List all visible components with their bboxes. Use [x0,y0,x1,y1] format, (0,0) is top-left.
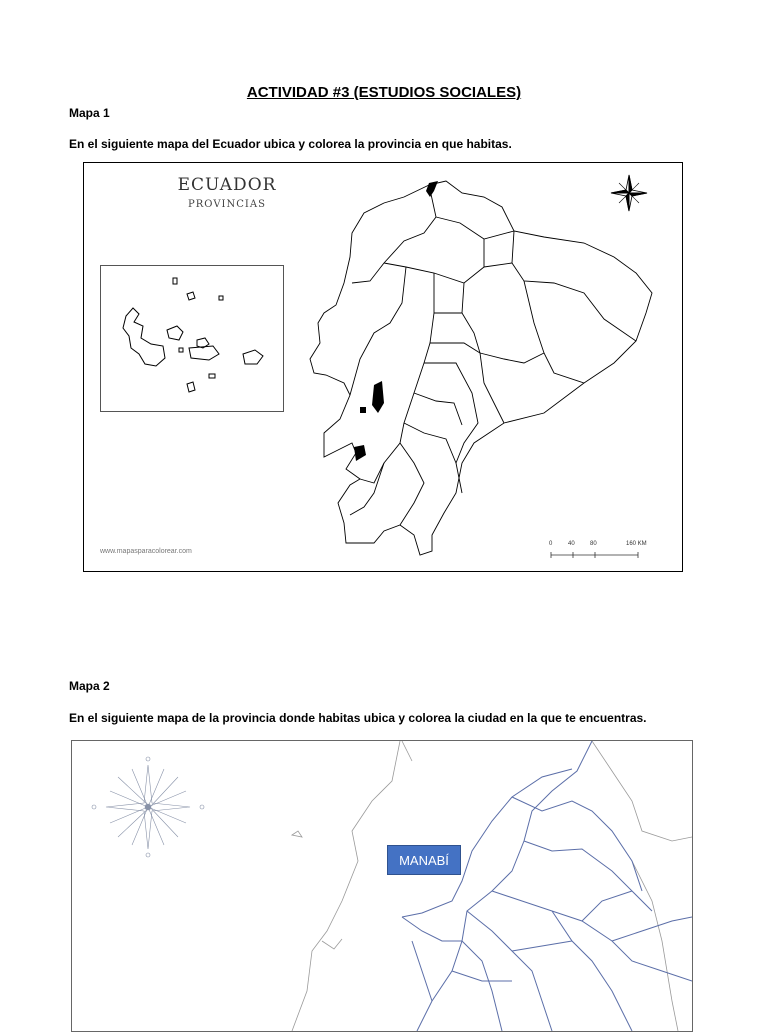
map2-heading: Mapa 2 [69,679,110,693]
map2-instruction: En el siguiente mapa de la provincia donde habitas ubica y colorea la ciudad en la que te encuentras. [69,711,647,725]
map-title: ECUADOR [177,175,277,195]
ecuador-provinces-map [83,162,683,572]
province-label: MANABÍ [387,845,461,875]
scale-label: 160 KM [626,541,647,547]
scale-label: 80 [590,541,597,547]
scale-label: 40 [568,541,575,547]
scale-label: 0 [549,541,553,547]
ecuador-outline [84,163,682,571]
map1-heading: Mapa 1 [69,106,110,120]
scale-bar [546,541,666,563]
map-subtitle: PROVINCIAS [188,199,266,210]
map1-instruction: En el siguiente mapa del Ecuador ubica y colorea la provincia en que habitas. [69,137,512,151]
map-credit: www.mapasparacolorear.com [100,548,192,555]
compass-rose-icon [611,175,647,211]
compass-rose-icon [92,757,204,857]
manabi-province-map [71,740,693,1032]
document-title: ACTIVIDAD #3 (ESTUDIOS SOCIALES) [246,84,522,101]
